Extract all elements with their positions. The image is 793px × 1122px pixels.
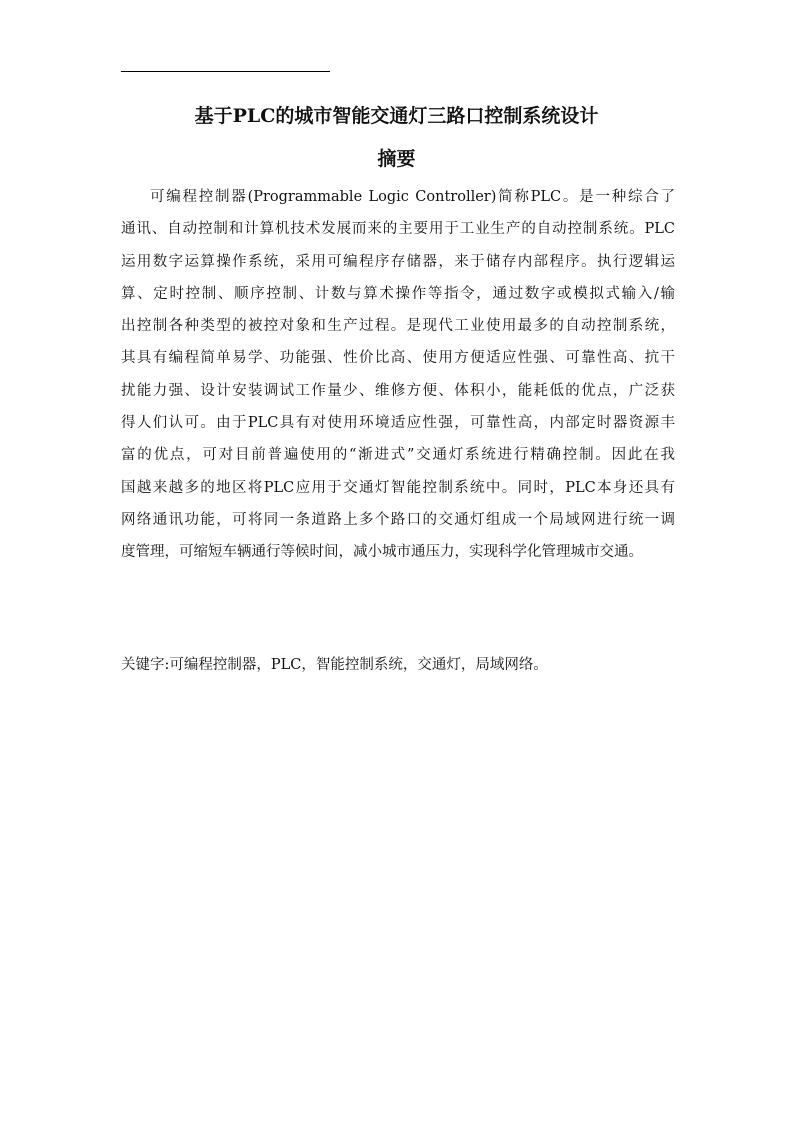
document-title: 基于PLC的城市智能交通灯三路口控制系统设计: [194, 105, 599, 127]
abstract-line: 出控制各种类型的被控对象和生产过程。是现代工业使用最多的自动控制系统，: [121, 318, 675, 335]
abstract-line: 可编程控制器(Programmable Logic Controller)简称PLC。是一种综合了: [150, 189, 675, 205]
abstract-line: 富的优点，可对目前普遍使用的“渐进式”交通灯系统进行精确控制。因此在我: [121, 447, 675, 464]
abstract-line: 其具有编程简单易学、功能强、性价比高、使用方便适应性强、可靠性高、抗干: [121, 350, 675, 367]
keywords-line: 关键字:可编程控制器，PLC，智能控制系统，交通灯，局域网络。: [121, 657, 548, 673]
abstract-paragraph: [121, 181, 675, 569]
abstract-line: 运用数字运算操作系统，采用可编程序存储器，来于储存内部程序。执行逻辑运: [121, 253, 675, 270]
abstract-line: 国越来越多的地区将PLC应用于交通灯智能控制系统中。同时，PLC本身还具有: [121, 479, 675, 496]
abstract-heading: 摘要: [377, 148, 416, 170]
top-divider-line: [121, 71, 330, 72]
abstract-line: 得人们认可。由于PLC具有对使用环境适应性强，可靠性高，内部定时器资源丰: [121, 415, 675, 432]
abstract-line: 通讯、自动控制和计算机技术发展而来的主要用于工业生产的自动控制系统。PLC: [121, 221, 675, 238]
abstract-line: 网络通讯功能，可将同一条道路上多个路口的交通灯组成一个局域网进行统一调: [121, 511, 675, 528]
abstract-line: 扰能力强、设计安装调试工作量少、维修方便、体积小，能耗低的优点，广泛获: [121, 382, 675, 399]
abstract-line: 度管理，可缩短车辆通行等候时间，减小城市通压力，实现科学化管理城市交通。: [121, 544, 643, 561]
abstract-line: 算、定时控制、顺序控制、计数与算术操作等指令，通过数字或模拟式输入/输: [121, 285, 675, 302]
